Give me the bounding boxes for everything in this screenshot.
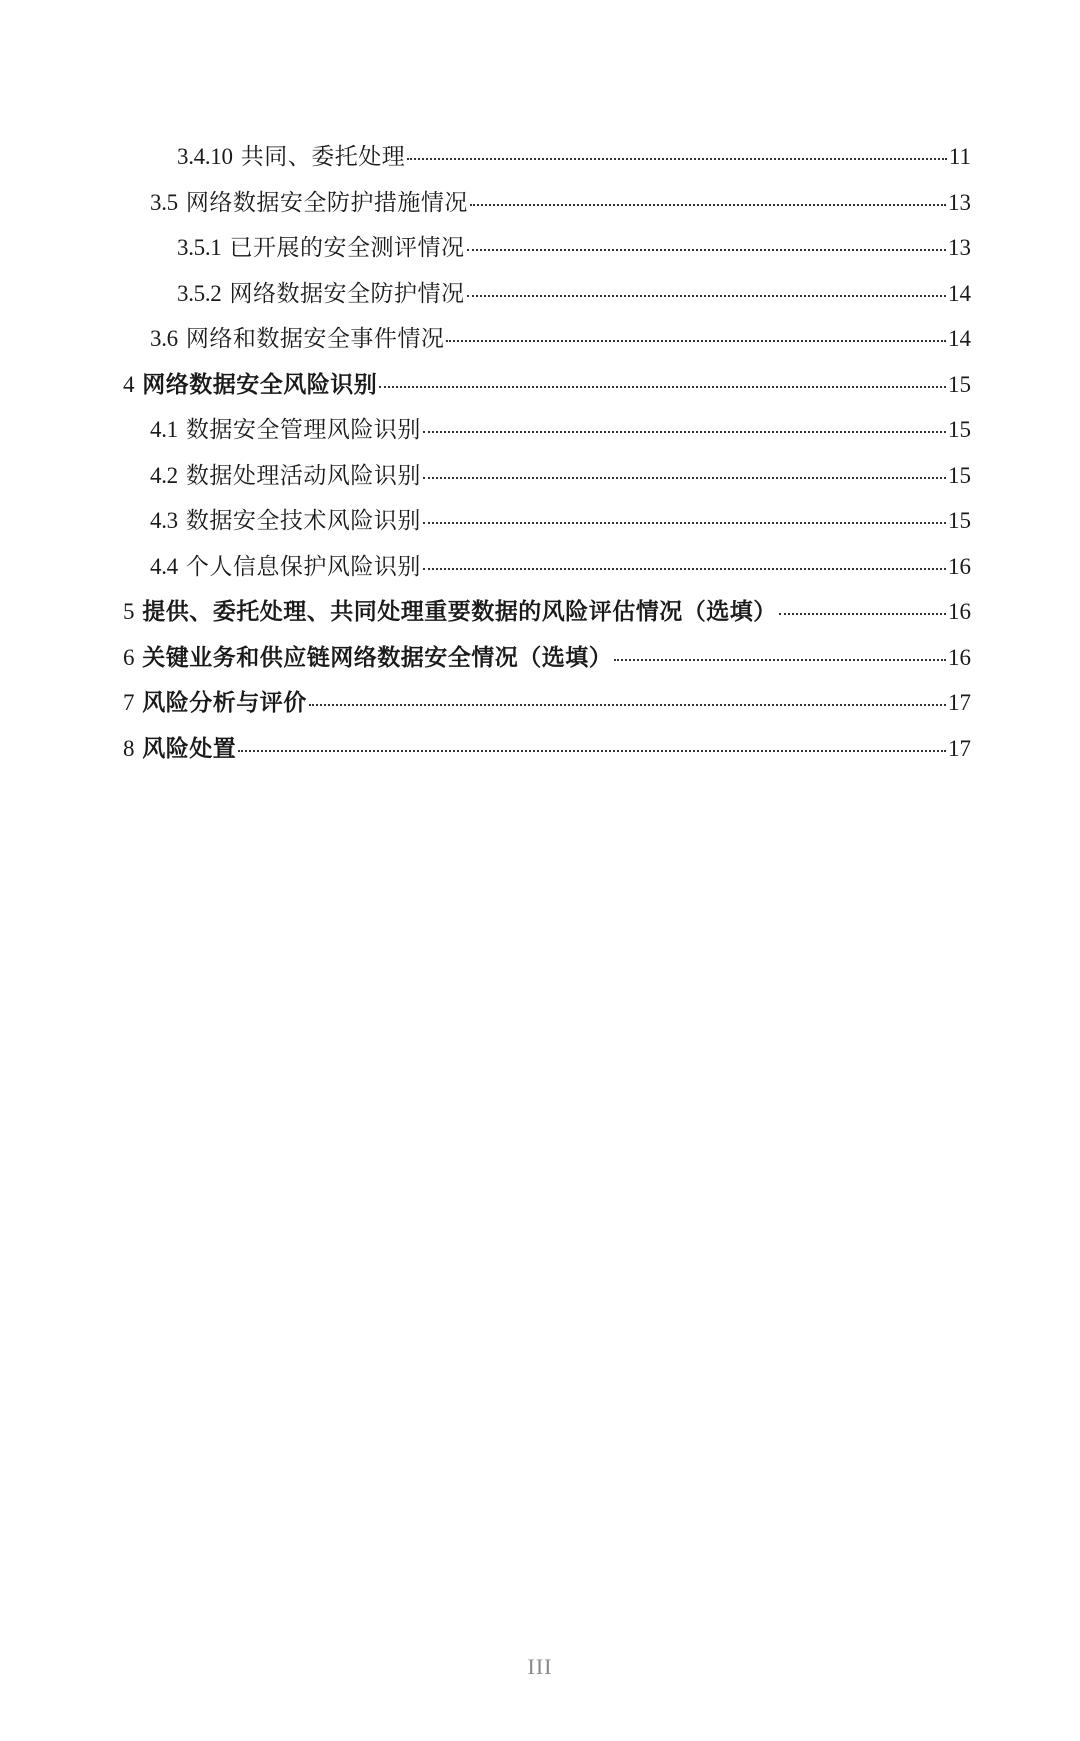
toc-entry-number: 3.5 — [150, 189, 178, 215]
toc-dot-leader — [423, 522, 946, 524]
toc-entry[interactable] — [177, 277, 971, 311]
toc-entry[interactable] — [150, 550, 971, 584]
toc-entry-number: 4.1 — [150, 417, 178, 442]
toc-dot-leader — [423, 431, 946, 433]
toc-entry-title: 数据安全管理风险识别 — [185, 417, 421, 443]
toc-entry-number: 3.5.2 — [177, 280, 222, 306]
toc-dot-leader — [446, 340, 946, 342]
toc-entry-page-number: 11 — [948, 144, 971, 169]
toc-dot-leader — [407, 158, 947, 160]
toc-entry-page-number: 15 — [948, 462, 971, 488]
toc-entry-number: 5 — [123, 599, 135, 624]
toc-entry-title: 个人信息保护风险识别 — [185, 553, 421, 580]
toc-entry[interactable] — [177, 140, 971, 174]
toc-entry-number: 6 — [123, 644, 135, 670]
toc-dot-leader — [779, 613, 946, 615]
toc-entry-number: 4.4 — [150, 553, 178, 579]
toc-entry-title: 网络数据安全防护措施情况 — [185, 189, 468, 216]
toc-entry[interactable] — [150, 459, 971, 493]
toc-entry-number: 3.4.10 — [177, 144, 233, 169]
toc-entry[interactable] — [150, 322, 971, 356]
toc-entry[interactable] — [123, 368, 971, 402]
toc-entry-number: 4 — [123, 371, 135, 397]
toc-entry-title: 提供、委托处理、共同处理重要数据的风险评估情况（选填） — [142, 599, 777, 625]
toc-entry-title: 风险处置 — [142, 735, 237, 762]
toc-entry-page-number: 14 — [948, 280, 971, 306]
toc-dot-leader — [467, 249, 946, 251]
toc-dot-leader — [309, 704, 946, 706]
toc-entry-title: 已开展的安全测评情况 — [229, 235, 465, 261]
toc-entry-number: 4.2 — [150, 462, 178, 488]
toc-entry-title: 风险分析与评价 — [142, 690, 307, 716]
toc-entry-page-number: 17 — [948, 735, 971, 761]
toc-entry-page-number: 15 — [948, 371, 971, 397]
toc-dot-leader — [467, 295, 946, 297]
toc-entry-number: 3.6 — [150, 326, 178, 351]
toc-entry-page-number: 15 — [948, 508, 971, 533]
toc-entry-title: 数据处理活动风险识别 — [185, 462, 421, 489]
toc-entry-title: 网络和数据安全事件情况 — [185, 326, 445, 352]
toc-entry-page-number: 17 — [948, 690, 971, 715]
page-folio: III — [527, 1654, 553, 1679]
toc-entry[interactable] — [150, 504, 971, 538]
toc-entry-page-number: 13 — [948, 189, 971, 215]
toc-entry-page-number: 13 — [948, 235, 971, 260]
toc-dot-leader — [614, 659, 946, 661]
toc-entry-number: 7 — [123, 690, 135, 715]
toc-entry-number: 8 — [123, 735, 135, 761]
toc-entry-page-number: 16 — [948, 599, 971, 624]
toc-entry-title: 数据安全技术风险识别 — [185, 508, 421, 534]
toc-entry[interactable] — [123, 732, 971, 766]
toc-entry[interactable] — [177, 231, 971, 265]
toc-entry-number: 4.3 — [150, 508, 178, 533]
toc-entry[interactable] — [123, 595, 971, 629]
toc-entry-number: 3.5.1 — [177, 235, 222, 260]
toc-entry-page-number: 14 — [948, 326, 971, 351]
toc-entry-page-number: 16 — [948, 553, 971, 579]
toc-entry[interactable] — [150, 186, 971, 220]
toc-entry[interactable] — [123, 641, 971, 675]
toc-entry-title: 关键业务和供应链网络数据安全情况（选填） — [142, 644, 613, 671]
toc-entry-title: 共同、委托处理 — [240, 144, 406, 170]
toc-dot-leader — [470, 204, 946, 206]
toc-entry[interactable] — [150, 413, 971, 447]
toc-dot-leader — [423, 477, 946, 479]
toc-dot-leader — [423, 568, 946, 570]
toc-entry-title: 网络数据安全风险识别 — [142, 371, 378, 398]
toc-dot-leader — [379, 386, 946, 388]
toc-entry-page-number: 16 — [948, 644, 971, 670]
toc-entry[interactable] — [123, 686, 971, 720]
toc-dot-leader — [238, 750, 946, 752]
toc-entry-title: 网络数据安全防护情况 — [229, 280, 465, 307]
toc-entry-page-number: 15 — [948, 417, 971, 442]
